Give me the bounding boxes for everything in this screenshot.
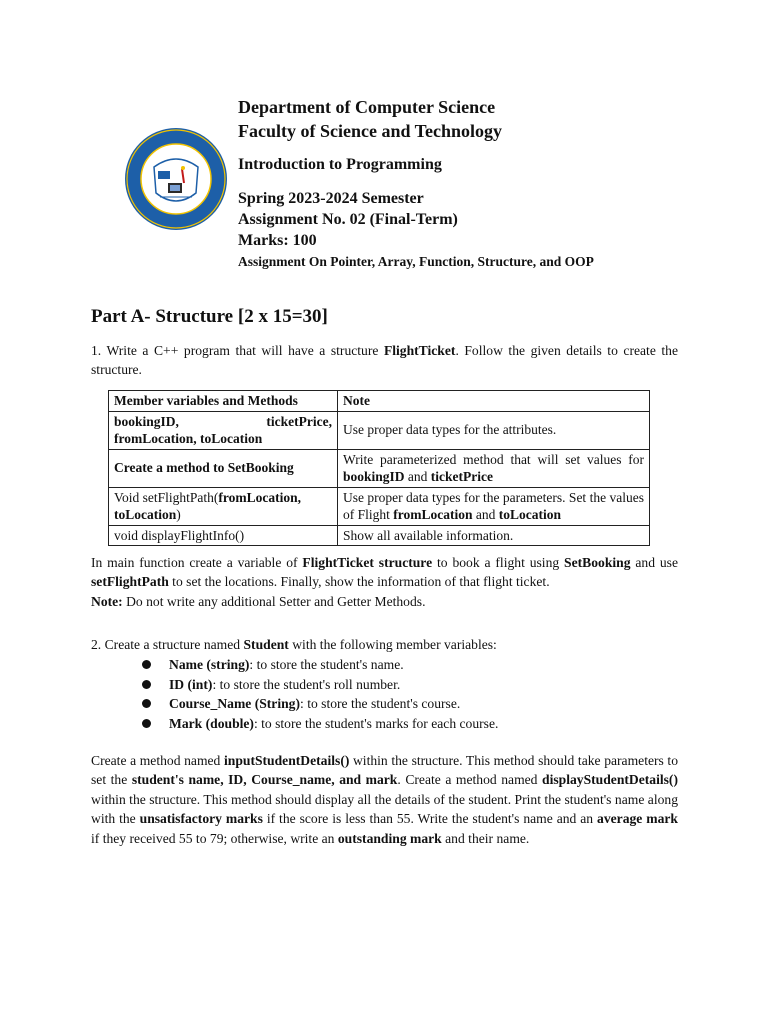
table-cell: Create a method to SetBooking (109, 449, 338, 487)
table-cell: Void setFlightPath(fromLocation, toLocation) (109, 487, 338, 525)
table-header-cell: Member variables and Methods (109, 391, 338, 412)
question-1-intro: 1. Write a C++ program that will have a structure FlightTicket. Follow the given details to create the structure. (91, 343, 678, 378)
semester-label: Spring 2023-2024 Semester (238, 190, 424, 207)
part-a-heading: Part A- Structure [2 x 15=30] (91, 306, 328, 327)
table-header-cell: Note (338, 391, 650, 412)
table-row (109, 449, 650, 487)
student-fields-list (142, 655, 498, 733)
table-cell: Write parameterized method that will set values for bookingID and ticketPrice (338, 449, 650, 487)
table-row (109, 487, 650, 525)
document-header (238, 95, 708, 272)
faculty-title: Faculty of Science and Technology (238, 121, 503, 141)
list-item: Course_Name (String): to store the student's course. (142, 694, 498, 714)
table-row (109, 525, 650, 546)
list-item: Name (string): to store the student's name. (142, 655, 498, 675)
main-function-paragraph: In main function create a variable of FlightTicket structure to book a flight using SetBooking and use setFlightPath to set the locations. Finally, show the information of that flight ticket. Note: Do not write any additional Setter and Getter Methods. (91, 555, 678, 609)
table-cell: Show all available information. (338, 525, 650, 546)
table-row (109, 411, 650, 449)
course-title: Introduction to Programming (238, 156, 442, 173)
table-cell: bookingID, ticketPrice, fromLocation, toLocation (109, 411, 338, 449)
question-2-intro: 2. Create a structure named Student with the following member variables: (91, 637, 497, 652)
table-header-row (109, 391, 650, 412)
table-cell: Use proper data types for the parameters. Set the values of Flight fromLocation and toLocation (338, 487, 650, 525)
assignment-label: Assignment No. 02 (Final-Term) (238, 211, 458, 228)
table-cell: void displayFlightInfo() (109, 525, 338, 546)
list-item: ID (int): to store the student's roll number. (142, 675, 498, 695)
list-item: Mark (double): to store the student's marks for each course. (142, 714, 498, 734)
department-title: Department of Computer Science (238, 97, 496, 117)
table-cell: Use proper data types for the attributes. (338, 411, 650, 449)
marks-label: Marks: 100 (238, 232, 317, 249)
student-methods-paragraph: Create a method named inputStudentDetails() within the structure. This method should take parameters to set the student's name, ID, Course_name, and mark. Create a method named displayStudentDetails() within the structure. This method should display all the details of the student. Print the student's name along with the unsatisfactory marks if the score is less than 55. Write the student's name and an average mark if they received 55 to 79; otherwise, write an outstanding mark and their name. (91, 753, 679, 846)
topic-label: Assignment On Pointer, Array, Function, Structure, and OOP (238, 254, 594, 269)
university-seal-icon (124, 127, 228, 231)
structure-table (108, 390, 650, 546)
